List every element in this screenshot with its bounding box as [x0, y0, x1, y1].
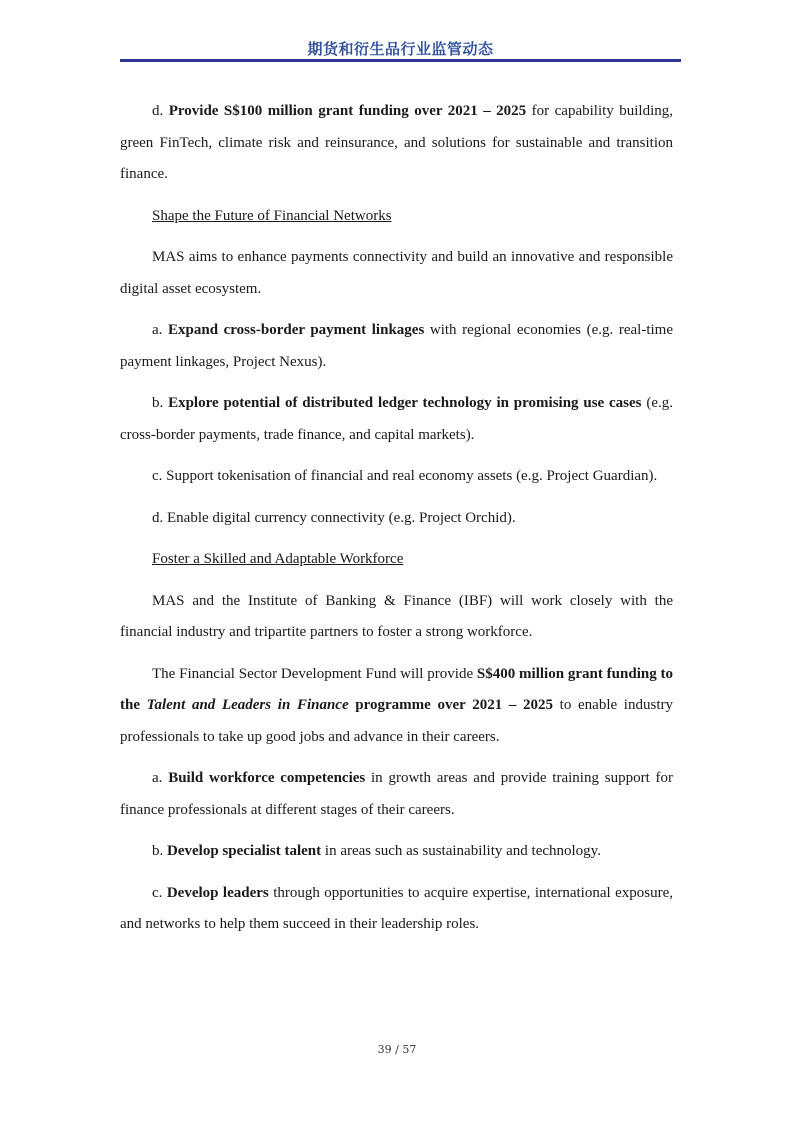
paragraph-develop-leaders: c. Develop leaders through opportunities to acquire expertise, international exposure, and networks to help them succeed in their leadership roles. [120, 884, 673, 932]
document-body [120, 96, 673, 951]
header-title: 期货和衍生品行业监管动态 [307, 40, 494, 58]
page-number: 39 / 57 [377, 1043, 417, 1056]
paragraph-digital-currency: d. Enable digital currency connectivity (e.g. Project Orchid). [152, 509, 516, 526]
section-heading-financial-networks: Shape the Future of Financial Networks [152, 207, 392, 224]
paragraph-mas-ibf: MAS and the Institute of Banking & Finance (IBF) will work closely with the financial industry and tripartite partners to foster a strong workforce. [120, 592, 673, 640]
paragraph-fsdf: The Financial Sector Development Fund will provide S$400 million grant funding to the Talent and Leaders in Finance programme over 2021 – 2025 to enable industry professionals to take up good jobs and advance in their careers. [120, 665, 673, 745]
paragraph-mas-aims: MAS aims to enhance payments connectivity and build an innovative and responsible digital asset ecosystem. [120, 249, 673, 297]
paragraph-workforce-competencies: a. Build workforce competencies in growth areas and provide training support for finance professionals at different stages of their careers. [120, 770, 673, 818]
paragraph-payment-linkages: a. Expand cross-border payment linkages with regional economies (e.g. real-time payment linkages, Project Nexus). [120, 322, 673, 370]
paragraph-grant-funding: d. Provide S$100 million grant funding over 2021 – 2025 for capability building, green FinTech, climate risk and reinsurance, and solutions for sustainable and transition finance. [120, 103, 674, 182]
paragraph-tokenisation: c. Support tokenisation of financial and real economy assets (e.g. Project Guardian). [152, 468, 658, 484]
section-heading-workforce: Foster a Skilled and Adaptable Workforce [152, 551, 404, 567]
paragraph-specialist-talent: b. Develop specialist talent in areas such as sustainability and technology. [152, 843, 601, 859]
header-divider [120, 59, 681, 62]
paragraph-dlt: b. Explore potential of distributed ledger technology in promising use cases (e.g. cross-border payments, trade finance, and capital markets). [120, 395, 673, 443]
